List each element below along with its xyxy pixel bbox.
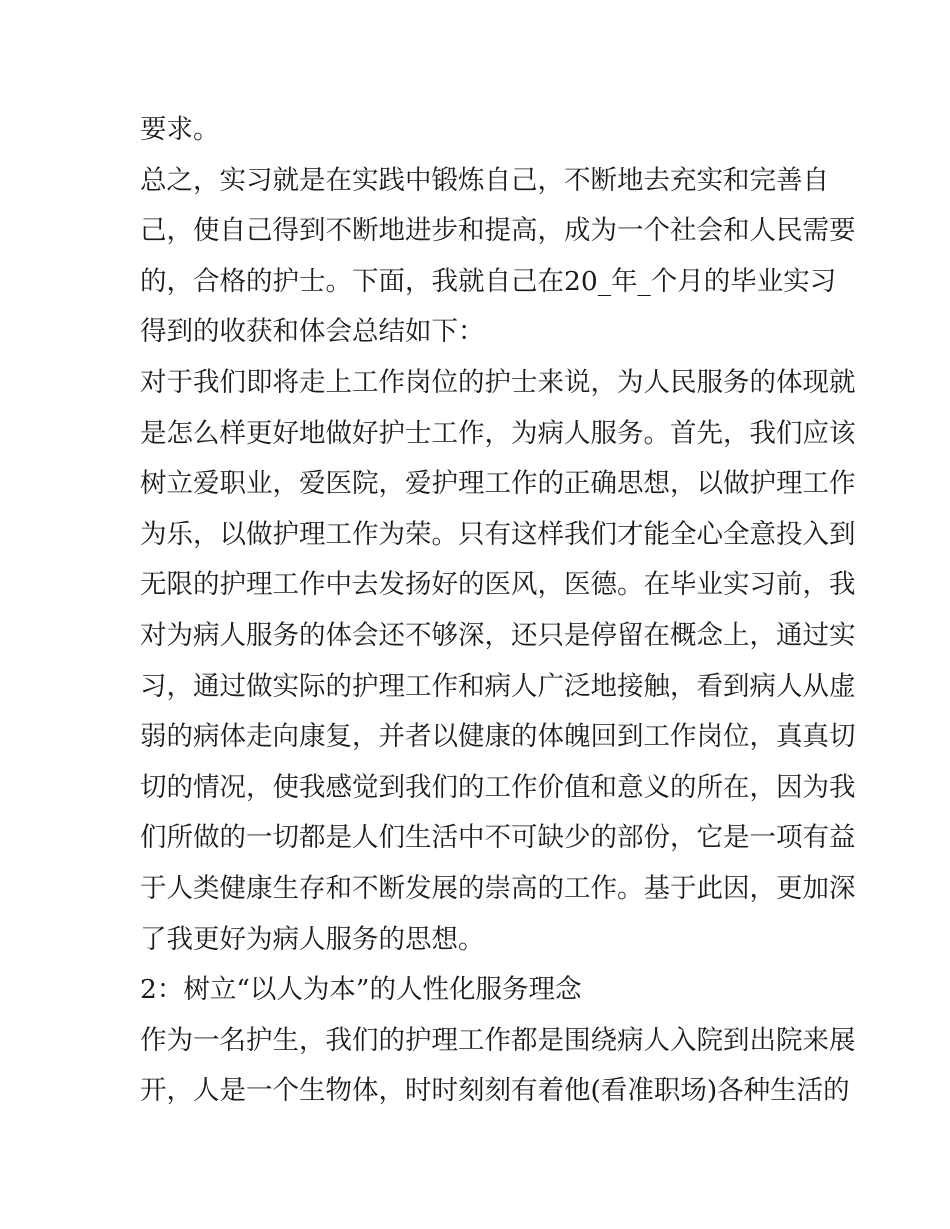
text-line: 对于我们即将走上工作岗位的护士来说，为人民服务的体现就 <box>140 366 856 398</box>
text-line: 得到的收获和体会总结如下： <box>140 316 485 348</box>
text-line: 们所做的一切都是人们生活中不可缺少的部份，它是一项有益 <box>140 822 856 854</box>
text-line: 无限的护理工作中去发扬好的医风，医德。在毕业实习前，我 <box>140 569 856 601</box>
text-line: 习，通过做实际的护理工作和病人广泛地接触，看到病人从虚 <box>140 670 856 702</box>
text-line: 2：树立“以人为本”的人性化服务理念 <box>140 974 582 1006</box>
text-line: 总之，实习就是在实践中锻炼自己，不断地去充实和完善自 <box>140 164 829 196</box>
document-body <box>140 105 856 1117</box>
text-line: 的，合格的护士。下面，我就自己在20_年_个月的毕业实习 <box>140 265 837 297</box>
text-line: 对为病人服务的体会还不够深，还只是停留在概念上，通过实 <box>140 619 856 651</box>
text-line: 开，人是一个生物体，时时刻刻有着他(看准职场)各种生活的 <box>140 1075 850 1107</box>
text-line: 弱的病体走向康复，并者以健康的体魄回到工作岗位，真真切 <box>140 721 856 753</box>
text-line: 树立爱职业，爱医院，爱护理工作的正确思想，以做护理工作 <box>140 468 856 500</box>
text-line: 于人类健康生存和不断发展的崇高的工作。基于此因，更加深 <box>140 872 856 904</box>
text-line: 为乐，以做护理工作为荣。只有这样我们才能全心全意投入到 <box>140 518 856 550</box>
text-line: 切的情况，使我感觉到我们的工作价值和意义的所在，因为我 <box>140 771 856 803</box>
text-line: 了我更好为病人服务的思想。 <box>140 923 485 955</box>
text-line: 是怎么样更好地做好护士工作，为病人服务。首先，我们应该 <box>140 417 856 449</box>
text-line: 要求。 <box>140 114 220 145</box>
text-line: 作为一名护生，我们的护理工作都是围绕病人入院到出院来展 <box>140 1024 856 1056</box>
text-line: 己，使自己得到不断地进步和提高，成为一个社会和人民需要 <box>140 215 856 247</box>
